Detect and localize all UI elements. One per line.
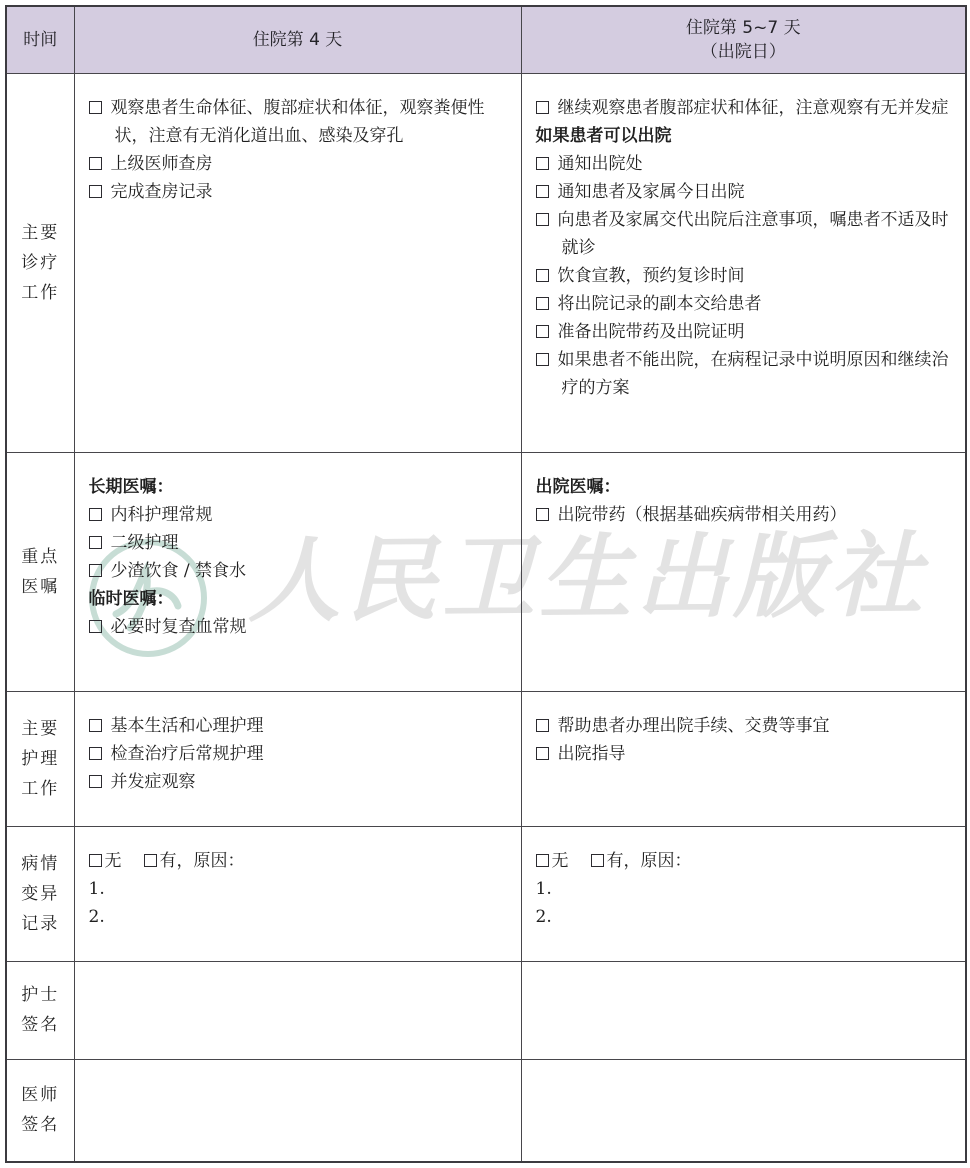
- table-row: [6, 73, 966, 452]
- checkbox-icon: [536, 747, 549, 760]
- item-text: 出院带药（根据基础疾病带相关用药）: [557, 504, 847, 525]
- checklist-item: [536, 712, 954, 740]
- checkbox-icon: [89, 157, 102, 170]
- checkbox-icon: [591, 854, 604, 867]
- checklist-item: [89, 768, 509, 796]
- checklist-item: [89, 178, 509, 206]
- checkbox-icon: [536, 101, 549, 114]
- cell-day5to7: [521, 826, 966, 961]
- cell-day4: [74, 1059, 521, 1162]
- checklist-item: [536, 206, 954, 262]
- section-heading: [536, 473, 954, 501]
- item-text: 观察患者生命体征、腹部症状和体征，观察粪便性状，注意有无消化道出血、感染及穿孔: [110, 97, 485, 146]
- cell-day4: [74, 452, 521, 691]
- table-row: [6, 691, 966, 826]
- list-item: [89, 875, 509, 903]
- list-item: [89, 903, 509, 931]
- row-label: [6, 826, 74, 961]
- cell-day5to7: [521, 452, 966, 691]
- item-text: 二级护理: [110, 532, 179, 553]
- cell-day4: [74, 691, 521, 826]
- checkbox-icon: [89, 747, 102, 760]
- cell-day4: [74, 73, 521, 452]
- header-time: 时间: [6, 6, 74, 73]
- checklist-item: [89, 529, 509, 557]
- checklist-item: [89, 712, 509, 740]
- section-heading: [89, 473, 509, 501]
- variation-options: [89, 847, 509, 875]
- row-label-line: 工作: [21, 282, 60, 303]
- row-label-line: 医师: [21, 1085, 60, 1106]
- checklist-item: [89, 557, 509, 585]
- variation-options: [536, 847, 954, 875]
- checkbox-icon: [89, 719, 102, 732]
- checklist-item: [536, 740, 954, 768]
- item-text: 无: [104, 850, 122, 871]
- checkbox-icon: [536, 508, 549, 521]
- row-label-line: 病情: [21, 853, 60, 874]
- checklist-item: [89, 150, 509, 178]
- checkbox-icon: [536, 854, 549, 867]
- item-text: 继续观察患者腹部症状和体征，注意观察有无并发症: [557, 97, 949, 118]
- checklist-item: [536, 501, 954, 529]
- header-day5to7-line2: （出院日）: [700, 41, 786, 62]
- item-text: 有，原因：: [159, 850, 245, 871]
- item-text: 出院指导: [557, 743, 626, 764]
- list-item: [536, 875, 954, 903]
- item-text: 有，原因：: [606, 850, 692, 871]
- item-text: 如果患者不能出院，在病程记录中说明原因和继续治疗的方案: [557, 349, 949, 398]
- item-text: 饮食宣教，预约复诊时间: [557, 265, 745, 286]
- item-text: 向患者及家属交代出院后注意事项，嘱患者不适及时就诊: [557, 209, 949, 258]
- row-label: [6, 961, 74, 1059]
- checkbox-icon: [536, 185, 549, 198]
- checkbox-icon: [89, 620, 102, 633]
- checklist-item: [89, 501, 509, 529]
- checklist-item: [536, 150, 954, 178]
- cell-day4: [74, 826, 521, 961]
- row-label-line: 护理: [21, 748, 60, 769]
- item-text: 准备出院带药及出院证明: [557, 321, 745, 342]
- checklist-item: [536, 94, 954, 122]
- checkbox-icon: [536, 325, 549, 338]
- row-label-line: 变异: [21, 883, 60, 904]
- row-label-line: 记录: [21, 913, 60, 934]
- checklist-item: [536, 290, 954, 318]
- row-label-line: 诊疗: [21, 252, 60, 273]
- header-day4: 住院第 4 天: [74, 6, 521, 73]
- checkbox-icon: [89, 185, 102, 198]
- checkbox-icon: [89, 854, 102, 867]
- table-row: [6, 452, 966, 691]
- publisher-name-watermark-text: 人民卫生出版社: [247, 521, 928, 635]
- item-text: 完成查房记录: [110, 181, 213, 202]
- row-label: [6, 452, 74, 691]
- item-text: 上级医师查房: [110, 153, 213, 174]
- item-text: 帮助患者办理出院手续、交费等事宜: [557, 715, 830, 736]
- item-text: 必要时复查血常规: [110, 616, 247, 637]
- cell-day5to7: [521, 691, 966, 826]
- cell-day4: [74, 961, 521, 1059]
- item-text: 出院医嘱：: [535, 476, 621, 497]
- row-label-line: 签名: [21, 1115, 60, 1136]
- checkbox-icon: [536, 353, 549, 366]
- cell-day5to7: [521, 1059, 966, 1162]
- clinical-pathway-table: [5, 5, 967, 1163]
- table-row: [6, 961, 966, 1059]
- checklist-item: [536, 346, 954, 402]
- row-label-line: 主要: [21, 718, 60, 739]
- row-label-line: 工作: [21, 778, 60, 799]
- row-label: [6, 691, 74, 826]
- item-text: 将出院记录的副本交给患者: [557, 293, 762, 314]
- list-item: [536, 903, 954, 931]
- item-text: 并发症观察: [110, 771, 196, 792]
- checklist-item: [536, 262, 954, 290]
- row-label: [6, 1059, 74, 1162]
- header-day5to7: [521, 6, 966, 73]
- checkbox-icon: [536, 719, 549, 732]
- checkbox-icon: [536, 297, 549, 310]
- header-row: [6, 6, 966, 73]
- item-text: 检查治疗后常规护理: [110, 743, 264, 764]
- item-text: 基本生活和心理护理: [110, 715, 264, 736]
- table-row: [6, 826, 966, 961]
- checkbox-icon: [536, 213, 549, 226]
- item-text: 通知患者及家属今日出院: [557, 181, 745, 202]
- item-text: 2.: [535, 906, 552, 927]
- cell-day5to7: [521, 961, 966, 1059]
- item-text: 无: [551, 850, 569, 871]
- checkbox-icon: [144, 854, 157, 867]
- row-label-line: 医嘱: [21, 576, 60, 597]
- checklist-item: [536, 178, 954, 206]
- item-text: 1.: [88, 878, 105, 899]
- row-label-line: 签名: [21, 1015, 60, 1035]
- item-text: 长期医嘱：: [88, 476, 174, 497]
- item-text: 通知出院处: [557, 153, 643, 174]
- row-label: [6, 73, 74, 452]
- header-day5to7-line1: 住院第 5~7 天: [685, 17, 801, 38]
- item-text: 内科护理常规: [110, 504, 213, 525]
- checkbox-icon: [536, 269, 549, 282]
- checkbox-icon: [89, 564, 102, 577]
- item-text: 2.: [88, 906, 105, 927]
- table-row: [6, 1059, 966, 1162]
- section-heading: [89, 585, 509, 613]
- section-heading: [536, 122, 954, 150]
- item-text: 如果患者可以出院: [535, 125, 672, 146]
- table-header: [6, 6, 966, 73]
- item-text: 1.: [535, 878, 552, 899]
- row-label-line: 护士: [21, 985, 60, 1005]
- checklist-item: [89, 613, 509, 641]
- checkbox-icon: [89, 536, 102, 549]
- checklist-item: [536, 318, 954, 346]
- row-label-line: 重点: [21, 546, 60, 567]
- row-label-line: 主要: [21, 222, 60, 243]
- checkbox-icon: [89, 775, 102, 788]
- cell-day5to7: [521, 73, 966, 452]
- checklist-item: [89, 94, 509, 150]
- checkbox-icon: [89, 101, 102, 114]
- checklist-item: [89, 740, 509, 768]
- checkbox-icon: [536, 157, 549, 170]
- table-body: [6, 73, 966, 1162]
- item-text: 少渣饮食 / 禁食水: [110, 560, 247, 581]
- item-text: 临时医嘱：: [88, 588, 174, 609]
- checkbox-icon: [89, 508, 102, 521]
